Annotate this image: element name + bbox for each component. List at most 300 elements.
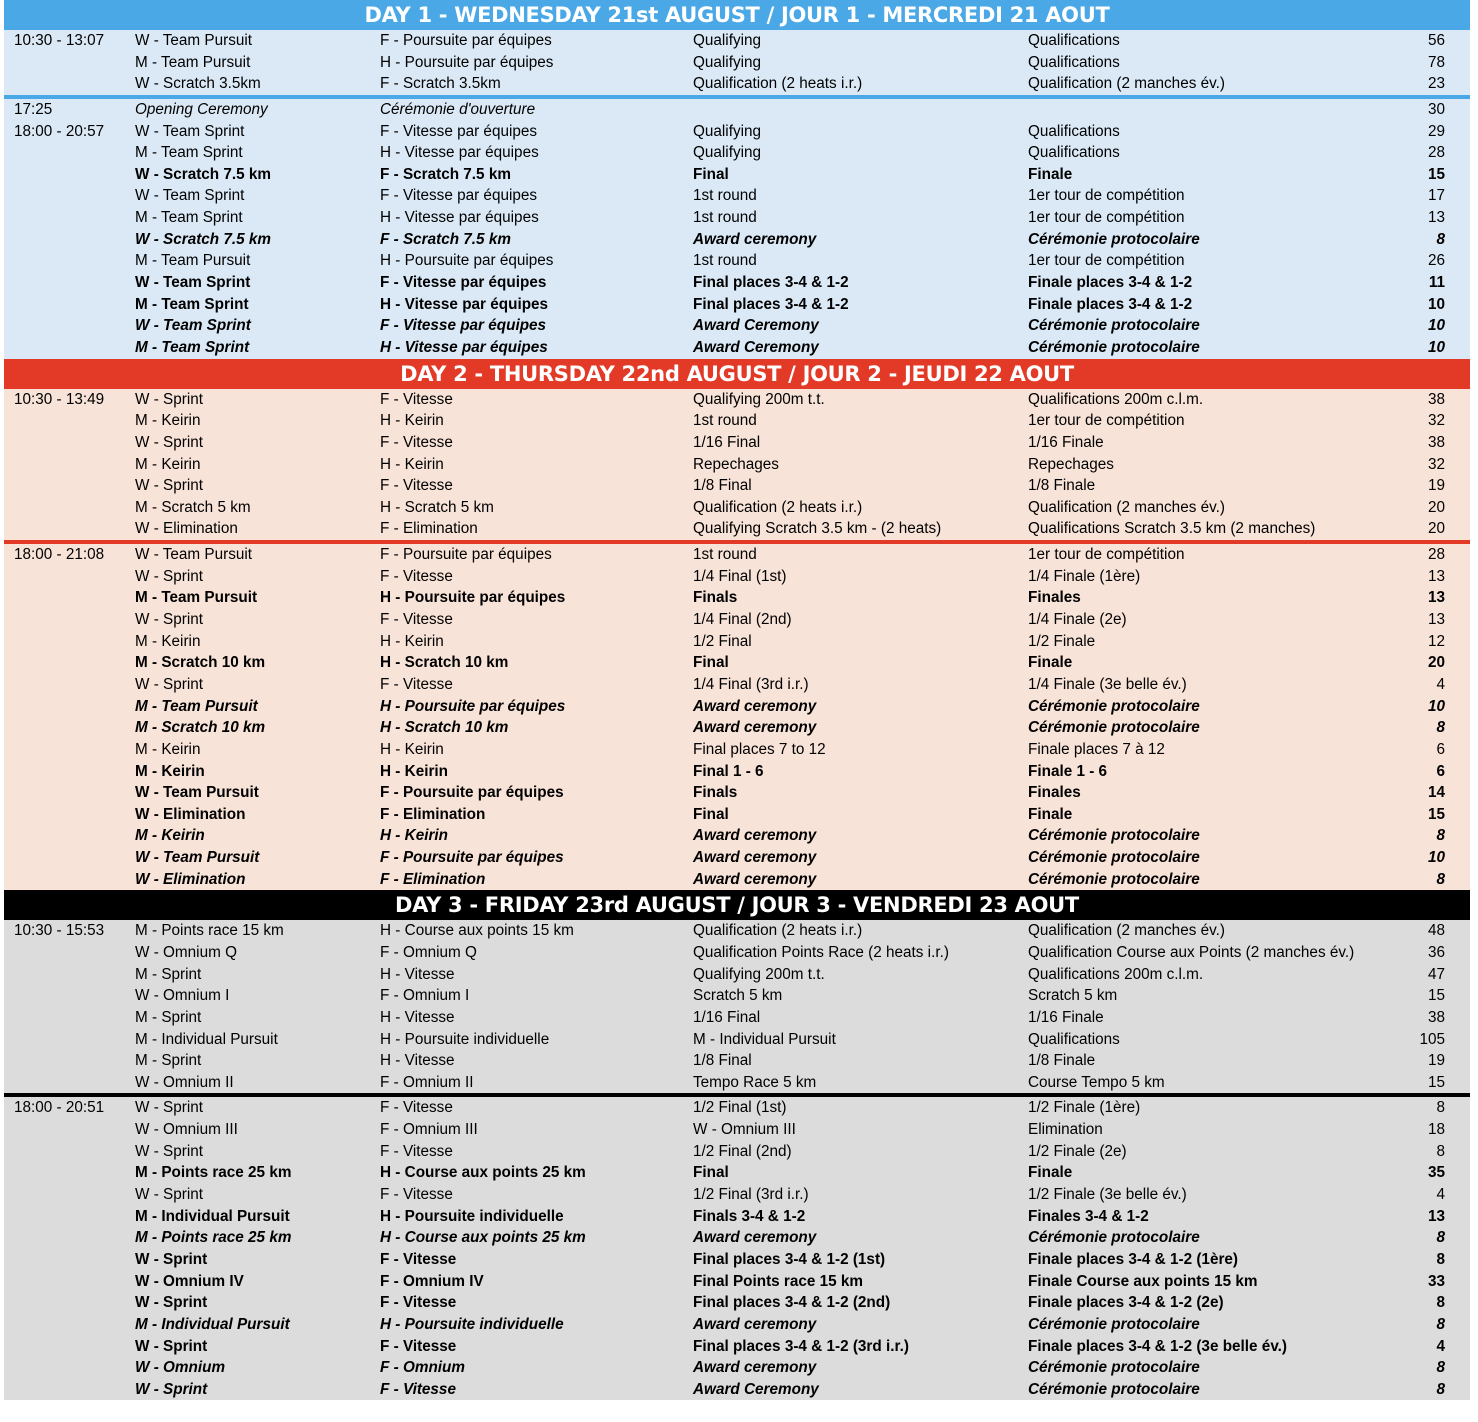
round-fr: Qualifications [1028,144,1120,162]
event-name-fr: H - Course aux points 25 km [380,1164,586,1182]
round-en: 1/4 Final (2nd) [693,611,792,629]
table-row [4,1050,1470,1072]
round-fr: 1er tour de compétition [1028,187,1185,205]
event-name-en: M - Scratch 5 km [135,498,251,516]
event-name-fr: F - Poursuite par équipes [380,32,552,49]
round-en: Award ceremony [693,1315,817,1333]
event-name-en: M - Sprint [135,1052,202,1070]
event-name-en: Opening Ceremony [135,100,268,118]
round-en: 1st round [693,546,757,564]
event-name-fr: F - Elimination [380,805,486,823]
riders-count: 8 [1436,1380,1445,1398]
round-fr: Qualification Course aux Points (2 manches év.) [1028,943,1355,961]
session-block [4,920,1470,1093]
table-row [4,739,1470,761]
event-name-en: W - Omnium II [135,1073,234,1091]
event-name-en: M - Team Sprint [135,295,249,313]
riders-count: 18 [1427,1121,1445,1139]
event-name-en: W - Team Pursuit [135,546,253,564]
round-en: 1/2 Final (3rd i.r.) [693,1186,809,1204]
event-name-en: W - Team Sprint [135,187,245,205]
round-fr: Finale places 3-4 & 1-2 [1028,295,1193,313]
round-en: Final Points race 15 km [693,1272,864,1290]
event-name-en: M - Team Pursuit [135,589,258,607]
event-name-fr: H - Keirin [380,762,448,780]
round-fr: 1/2 Finale (3e belle év.) [1028,1186,1187,1204]
round-en: Qualifying 200m t.t. [693,390,825,408]
round-en: Tempo Race 5 km [693,1073,817,1091]
table-row [4,674,1470,696]
table-row [4,410,1470,432]
riders-count: 26 [1427,252,1445,270]
table-row [4,1336,1470,1358]
table-row [4,1184,1470,1206]
event-name-en: W - Scratch 7.5 km [135,230,272,248]
riders-count: 8 [1436,1294,1445,1312]
riders-count: 4 [1436,1186,1445,1204]
round-en: 1/2 Final [693,632,752,650]
riders-count: 23 [1427,75,1445,93]
event-name-fr: F - Vitesse par équipes [380,274,547,292]
round-fr: 1/4 Finale (1ère) [1028,567,1141,585]
table-row [4,1072,1470,1094]
table-row [4,1379,1470,1401]
event-name-en: W - Omnium III [135,1121,238,1139]
event-name-en: M - Sprint [135,965,202,983]
table-row [4,337,1470,359]
round-en: Finals 3-4 & 1-2 [693,1207,806,1225]
table-row [4,587,1470,609]
riders-count: 20 [1427,654,1445,672]
table-row [4,229,1470,251]
event-name-fr: F - Omnium Q [380,943,477,961]
table-row [4,454,1470,476]
riders-count: 17 [1427,187,1445,205]
event-name-fr: F - Vitesse [380,675,453,693]
round-fr: Qualifications Scratch 3.5 km (2 manches) [1028,520,1316,538]
table-row [4,696,1470,718]
event-name-fr: F - Vitesse par équipes [380,122,538,140]
event-name-en: M - Individual Pursuit [135,1030,278,1048]
event-name-en: W - Team Sprint [135,122,245,140]
event-name-en: W - Sprint [135,390,203,408]
round-en: Qualifying Scratch 3.5 km - (2 heats) [693,520,942,538]
event-name-fr: F - Scratch 7.5 km [380,230,511,248]
round-fr: Finale [1028,1164,1073,1182]
table-row [4,164,1470,186]
riders-count: 33 [1427,1272,1445,1290]
round-en: 1/4 Final (1st) [693,567,787,585]
event-name-fr: F - Poursuite par équipes [380,546,552,564]
round-en: Qualification Points Race (2 heats i.r.) [693,943,949,961]
event-name-en: M - Team Sprint [135,209,243,227]
event-name-fr: F - Omnium III [380,1121,478,1139]
round-fr: Finale places 3-4 & 1-2 (2e) [1028,1294,1224,1312]
round-en: Qualifying [693,32,762,49]
riders-count: 15 [1427,987,1445,1005]
event-name-en: W - Sprint [135,1142,203,1160]
riders-count: 10 [1427,295,1445,313]
round-fr: Repechages [1028,455,1114,473]
event-name-fr: H - Poursuite individuelle [380,1030,550,1048]
table-row [4,1249,1470,1271]
round-en: Award Ceremony [693,338,819,356]
event-name-fr: H - Keirin [380,412,444,430]
round-en: 1st round [693,209,757,227]
round-fr: Qualifications [1028,32,1120,49]
event-name-fr: F - Vitesse [380,1294,457,1312]
round-fr: Qualifications [1028,1030,1120,1048]
event-name-fr: F - Elimination [380,520,478,538]
round-en: Repechages [693,455,779,473]
event-name-fr: F - Vitesse [380,611,453,629]
round-en: 1/16 Final [693,1008,761,1026]
round-en: 1/8 Final [693,1052,752,1070]
event-name-en: W - Team Sprint [135,274,251,292]
event-name-en: M - Individual Pursuit [135,1315,290,1333]
event-name-fr: H - Course aux points 15 km [380,922,574,940]
round-fr: Finale [1028,165,1073,183]
session-block [4,1093,1470,1400]
day-header: DAY 2 - THURSDAY 22nd AUGUST / JOUR 2 - JEUDI 22 AOUT [4,359,1470,389]
round-fr: Cérémonie protocolaire [1028,1380,1200,1398]
event-name-en: W - Scratch 7.5 km [135,165,272,183]
riders-count: 48 [1427,922,1445,940]
riders-count: 12 [1427,632,1445,650]
riders-count: 38 [1427,433,1445,451]
event-name-en: W - Sprint [135,1186,203,1204]
riders-count: 8 [1436,1142,1445,1160]
event-name-fr: Cérémonie d'ouverture [380,100,536,118]
event-name-en: W - Sprint [135,1337,208,1355]
table-row [4,185,1470,207]
event-name-fr: F - Scratch 7.5 km [380,165,511,183]
round-en: Final [693,805,729,823]
event-name-fr: H - Vitesse [380,1052,455,1070]
event-name-fr: F - Vitesse par équipes [380,187,538,205]
round-fr: Cérémonie protocolaire [1028,1359,1200,1377]
event-name-en: W - Sprint [135,1250,208,1268]
schedule-table [4,0,1470,1400]
round-en: Final places 3-4 & 1-2 (1st) [693,1250,886,1268]
table-row [4,272,1470,294]
round-fr: Scratch 5 km [1028,987,1118,1005]
round-fr: 1er tour de compétition [1028,546,1185,564]
event-name-en: M - Points race 25 km [135,1164,292,1182]
round-en: Qualification (2 heats i.r.) [693,498,863,516]
round-fr: Cérémonie protocolaire [1028,338,1200,356]
riders-count: 10 [1427,697,1445,715]
event-name-en: M - Keirin [135,740,201,758]
event-name-en: W - Sprint [135,1294,208,1312]
event-name-fr: H - Vitesse [380,965,455,983]
table-row [4,250,1470,272]
round-fr: Qualification (2 manches év.) [1028,75,1225,93]
table-row [4,315,1470,337]
riders-count: 6 [1436,762,1445,780]
round-fr: Cérémonie protocolaire [1028,697,1200,715]
table-row [4,985,1470,1007]
event-name-fr: F - Omnium II [380,1073,474,1091]
event-name-fr: H - Course aux points 25 km [380,1229,586,1247]
round-fr: Finale 1 - 6 [1028,762,1108,780]
round-en: Qualifying 200m t.t. [693,965,825,983]
round-en: Award ceremony [693,870,817,888]
riders-count: 15 [1427,805,1445,823]
table-row [4,432,1470,454]
round-en: Final places 3-4 & 1-2 (3rd i.r.) [693,1337,909,1355]
round-fr: Cérémonie protocolaire [1028,1315,1200,1333]
day-header: DAY 3 - FRIDAY 23rd AUGUST / JOUR 3 - VENDREDI 23 AOUT [4,890,1470,920]
round-fr: Qualification (2 manches év.) [1028,922,1225,940]
event-name-en: W - Elimination [135,870,246,888]
table-row [4,566,1470,588]
riders-count: 38 [1427,390,1445,408]
round-fr: 1/2 Finale (1ère) [1028,1099,1141,1117]
riders-count: 10 [1427,338,1445,356]
event-name-fr: F - Vitesse [380,1186,453,1204]
event-name-fr: H - Scratch 10 km [380,654,509,672]
event-name-fr: F - Vitesse [380,1337,457,1355]
round-fr: Qualifications [1028,122,1120,140]
round-fr: 1/8 Finale [1028,477,1096,495]
table-row [4,544,1470,566]
event-name-fr: F - Omnium I [380,987,470,1005]
event-name-en: M - Team Sprint [135,338,250,356]
riders-count: 20 [1427,498,1445,516]
riders-count: 36 [1427,943,1445,961]
event-name-en: W - Elimination [135,520,238,538]
round-fr: Cérémonie protocolaire [1028,849,1200,867]
event-name-en: W - Sprint [135,433,203,451]
round-en: 1/16 Final [693,433,761,451]
round-en: Qualification (2 heats i.r.) [693,922,863,940]
riders-count: 32 [1427,455,1445,473]
round-en: Award Ceremony [693,1380,819,1398]
event-name-en: M - Team Pursuit [135,252,251,270]
event-name-fr: H - Poursuite par équipes [380,697,566,715]
event-name-fr: H - Keirin [380,632,444,650]
riders-count: 8 [1436,1229,1445,1247]
table-row [4,1357,1470,1379]
session-time: 18:00 - 20:57 [14,122,105,140]
event-name-fr: H - Scratch 10 km [380,719,509,737]
riders-count: 56 [1427,32,1445,49]
event-name-fr: F - Elimination [380,870,486,888]
event-name-fr: F - Vitesse [380,433,453,451]
table-row [4,1162,1470,1184]
round-fr: Cérémonie protocolaire [1028,827,1200,845]
event-name-en: W - Omnium Q [135,943,237,961]
event-name-en: M - Sprint [135,1008,202,1026]
session-time: 10:30 - 13:49 [14,390,105,408]
event-name-en: W - Team Pursuit [135,849,260,867]
event-name-fr: F - Omnium [380,1359,465,1377]
event-name-en: W - Scratch 3.5km [135,75,261,93]
riders-count: 8 [1436,1099,1445,1117]
riders-count: 8 [1436,1359,1445,1377]
table-row [4,1227,1470,1249]
event-name-fr: H - Vitesse par équipes [380,209,539,227]
round-en: W - Omnium III [693,1121,796,1139]
table-row [4,518,1470,540]
table-row [4,1141,1470,1163]
event-name-fr: H - Keirin [380,455,444,473]
riders-count: 19 [1427,1052,1445,1070]
round-en: Award ceremony [693,719,817,737]
round-en: Finals [693,784,738,802]
event-name-fr: H - Vitesse par équipes [380,338,548,356]
day-1-block [4,0,1470,359]
round-en: Qualifying [693,53,762,71]
event-name-en: M - Team Pursuit [135,53,251,71]
table-row [4,207,1470,229]
riders-count: 47 [1427,965,1445,983]
riders-count: 13 [1427,567,1445,585]
round-en: Finals [693,589,738,607]
riders-count: 10 [1427,849,1445,867]
table-row [4,964,1470,986]
round-en: 1st round [693,252,757,270]
event-name-en: M - Scratch 10 km [135,719,266,737]
table-row [4,294,1470,316]
round-en: Final places 3-4 & 1-2 [693,274,849,292]
round-fr: 1/4 Finale (2e) [1028,611,1127,629]
table-row [4,609,1470,631]
event-name-en: M - Points race 25 km [135,1229,292,1247]
table-row [4,121,1470,143]
session-time: 18:00 - 21:08 [14,546,105,564]
riders-count: 13 [1427,611,1445,629]
event-name-en: M - Individual Pursuit [135,1207,290,1225]
round-en: Qualification (2 heats i.r.) [693,75,863,93]
riders-count: 8 [1436,1250,1445,1268]
table-row [4,30,1470,52]
riders-count: 13 [1427,209,1445,227]
round-en: Award ceremony [693,849,817,867]
round-fr: Qualification (2 manches év.) [1028,498,1225,516]
riders-count: 8 [1436,230,1445,248]
table-row [4,142,1470,164]
round-fr: Finales [1028,784,1081,802]
riders-count: 29 [1427,122,1445,140]
round-fr: Finale places 3-4 & 1-2 [1028,274,1193,292]
round-fr: Finales [1028,589,1081,607]
table-row [4,475,1470,497]
session-time: 18:00 - 20:51 [14,1099,105,1117]
event-name-fr: F - Poursuite par équipes [380,849,564,867]
round-en: Qualifying [693,144,762,162]
riders-count: 8 [1436,870,1445,888]
riders-count: 15 [1427,1073,1445,1091]
round-en: Final [693,1164,729,1182]
event-name-en: W - Sprint [135,477,203,495]
event-name-en: W - Sprint [135,611,203,629]
table-row [4,497,1470,519]
event-name-en: W - Sprint [135,675,203,693]
event-name-en: W - Team Sprint [135,317,251,335]
riders-count: 20 [1427,520,1445,538]
round-fr: 1er tour de compétition [1028,252,1185,270]
round-en: Award ceremony [693,1229,817,1247]
round-fr: 1/2 Finale [1028,632,1096,650]
riders-count: 8 [1436,719,1445,737]
round-en: M - Individual Pursuit [693,1030,836,1048]
round-fr: 1/16 Finale [1028,1008,1104,1026]
riders-count: 11 [1428,274,1445,292]
round-en: 1st round [693,412,757,430]
table-row [4,1314,1470,1336]
event-name-fr: H - Scratch 5 km [380,498,494,516]
round-fr: Cérémonie protocolaire [1028,719,1200,737]
table-row [4,73,1470,95]
round-fr: Finale places 3-4 & 1-2 (1ère) [1028,1250,1239,1268]
riders-count: 30 [1427,100,1445,118]
table-row [4,942,1470,964]
table-row [4,1206,1470,1228]
round-en: Award Ceremony [693,317,819,335]
round-en: Final places 7 to 12 [693,740,826,758]
riders-count: 6 [1436,740,1445,758]
table-row [4,631,1470,653]
event-name-fr: H - Keirin [380,740,444,758]
riders-count: 13 [1427,1207,1445,1225]
riders-count: 15 [1427,165,1445,183]
riders-count: 78 [1427,53,1445,71]
round-fr: 1er tour de compétition [1028,209,1185,227]
round-fr: Finale places 7 à 12 [1028,740,1165,758]
round-en: 1st round [693,187,757,205]
session-block [4,389,1470,540]
round-en: 1/4 Final (3rd i.r.) [693,675,809,693]
round-en: 1/2 Final (2nd) [693,1142,792,1160]
event-name-en: W - Elimination [135,805,246,823]
event-name-fr: H - Poursuite individuelle [380,1207,564,1225]
round-fr: Qualifications [1028,53,1120,71]
table-row [4,652,1470,674]
round-en: Award ceremony [693,1359,817,1377]
riders-count: 4 [1436,1337,1445,1355]
riders-count: 4 [1436,675,1445,693]
event-name-en: W - Omnium [135,1359,226,1377]
table-row [4,389,1470,411]
table-row [4,1292,1470,1314]
table-row [4,869,1470,891]
event-name-en: M - Scratch 10 km [135,654,266,672]
session-time: 17:25 [14,100,53,118]
table-row [4,52,1470,74]
riders-count: 35 [1427,1164,1445,1182]
event-name-en: M - Keirin [135,455,201,473]
event-name-en: W - Sprint [135,1380,208,1398]
round-fr: Course Tempo 5 km [1028,1073,1165,1091]
event-name-fr: H - Poursuite par équipes [380,53,554,71]
table-row [4,804,1470,826]
round-fr: Finales 3-4 & 1-2 [1028,1207,1149,1225]
riders-count: 28 [1427,546,1445,564]
table-row [4,920,1470,942]
event-name-en: M - Keirin [135,762,205,780]
round-en: Final places 3-4 & 1-2 (2nd) [693,1294,891,1312]
event-name-fr: F - Vitesse [380,1250,457,1268]
table-row [4,1029,1470,1051]
round-fr: Finale Course aux points 15 km [1028,1272,1258,1290]
riders-count: 13 [1427,589,1445,607]
event-name-fr: H - Vitesse par équipes [380,144,539,162]
round-fr: Finale [1028,654,1073,672]
table-row [4,825,1470,847]
event-name-fr: H - Vitesse [380,1008,455,1026]
